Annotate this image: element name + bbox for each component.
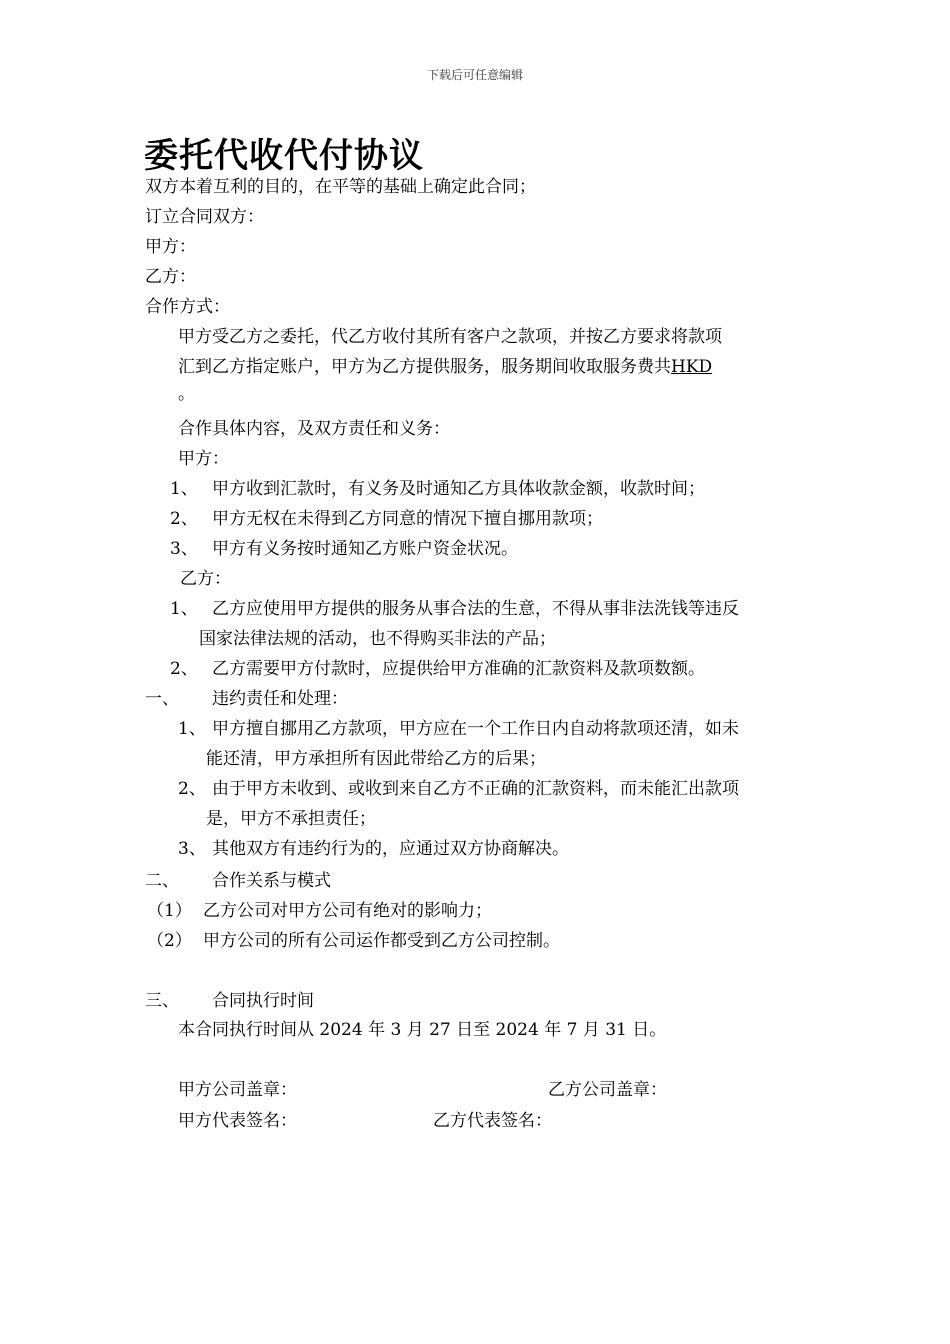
breach-item-number: 3、 [178,839,206,859]
party-a-seal-field: 甲方公司盖章： [178,1080,297,1100]
party-b-item-number: 2、 [170,659,198,679]
relation-item-text: 甲方公司的所有公司运作都受到乙方公司控制。 [203,931,560,951]
currency-hkd: HKD [671,357,713,377]
page-header: 下载后可任意编辑 [426,68,523,82]
cooperation-para-line2 [178,355,712,379]
cooperation-heading: 合作方式： [145,297,230,317]
party-b-item-number: 1、 [170,599,198,619]
document-title: 委托代收代付协议 [144,136,424,176]
intro-text: 双方本着互利的目的，在平等的基础上确定此合同； [145,177,536,197]
party-b-signature-field: 乙方代表签名： [433,1111,552,1131]
party-b-seal-field: 乙方公司盖章： [548,1080,667,1100]
breach-heading: 违约责任和处理： [212,689,348,709]
relation-item-number: （1） [147,901,192,921]
relation-item-text: 乙方公司对甲方公司有绝对的影响力； [203,901,492,921]
breach-item-text-cont: 是，甲方不承担责任； [206,809,376,829]
parties-heading: 订立合同双方： [145,207,264,227]
section-number: 二、 [145,871,179,891]
cooperation-para-line2-text: 汇到乙方指定账户，甲方为乙方提供服务，服务期间收取服务费共 [178,357,671,377]
party-a-field: 甲方： [145,237,196,257]
cooperation-para-line3: 。 [178,384,195,404]
party-a-item-number: 1、 [170,479,198,499]
breach-item-number: 2、 [178,779,206,799]
party-a-label: 甲方： [178,449,229,469]
party-b-item-text-cont: 国家法律法规的活动，也不得购买非法的产品； [199,629,556,649]
breach-item-number: 1、 [178,719,206,739]
party-a-item-text: 甲方收到汇款时，有义务及时通知乙方具体收款金额，收款时间； [212,479,705,499]
breach-item-text: 甲方擅自挪用乙方款项，甲方应在一个工作日内自动将款项还清，如未 [212,719,739,739]
party-b-item-text: 乙方需要甲方付款时，应提供给甲方准确的汇款资料及款项数额。 [212,659,705,679]
term-heading: 合同执行时间 [212,991,314,1011]
party-b-field: 乙方： [145,267,196,287]
section-number: 三、 [145,991,179,1011]
term-text: 本合同执行时间从 2024 年 3 月 27 日至 2024 年 7 月 31 日。 [178,1020,667,1040]
party-a-signature-field: 甲方代表签名： [178,1111,297,1131]
section-number: 一、 [145,689,179,709]
party-a-item-number: 2、 [170,509,198,529]
relation-heading: 合作关系与模式 [212,871,331,891]
party-a-item-number: 3、 [170,539,198,559]
breach-item-text-cont: 能还清，甲方承担所有因此带给乙方的后果； [206,749,546,769]
party-b-item-text: 乙方应使用甲方提供的服务从事合法的生意，不得从事非法洗钱等违反 [212,599,739,619]
details-heading: 合作具体内容，及双方责任和义务： [178,419,450,439]
party-a-item-text: 甲方无权在未得到乙方同意的情况下擅自挪用款项； [212,509,603,529]
cooperation-para-line1: 甲方受乙方之委托，代乙方收付其所有客户之款项，并按乙方要求将款项 [178,327,722,347]
relation-item-number: （2） [147,931,192,951]
party-a-item-text: 甲方有义务按时通知乙方账户资金状况。 [212,539,518,559]
breach-item-text: 其他双方有违约行为的，应通过双方协商解决。 [212,839,569,859]
breach-item-text: 由于甲方未收到、或收到来自乙方不正确的汇款资料，而未能汇出款项 [212,779,739,799]
party-b-label: 乙方： [180,569,231,589]
